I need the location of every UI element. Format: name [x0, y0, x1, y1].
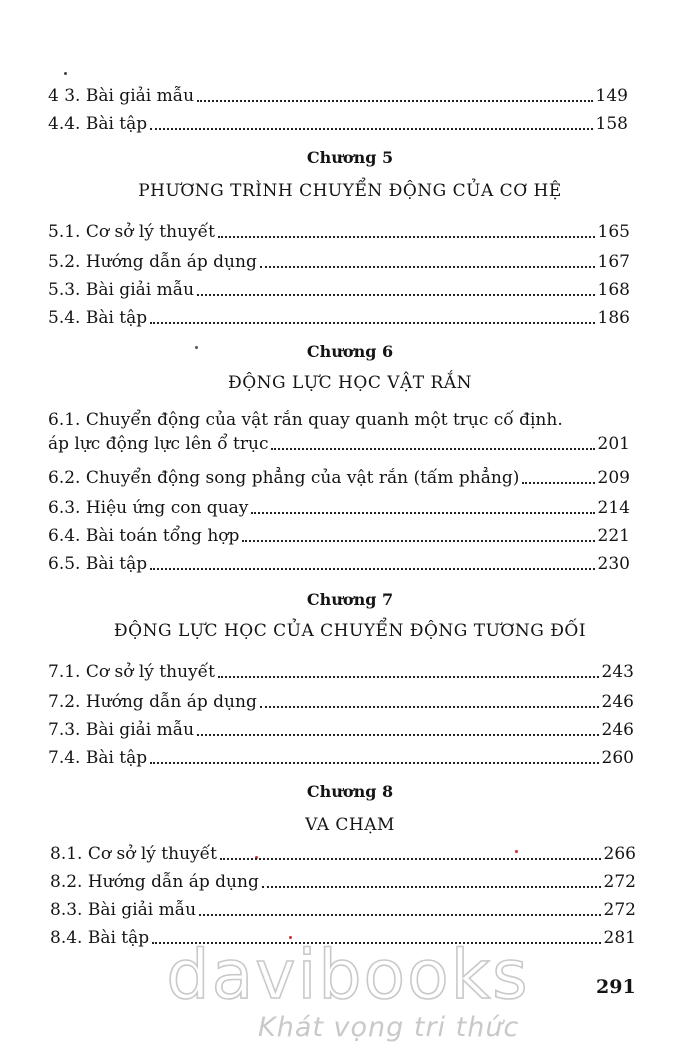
- toc-entry[interactable]: [48, 494, 630, 518]
- toc-entry[interactable]: [48, 716, 634, 740]
- toc-entry-title: 6.4. Bài toán tổng hợp: [48, 526, 240, 546]
- toc-entry[interactable]: [48, 82, 628, 106]
- toc-entry-title: 7.2. Hướng dẫn áp dụng: [48, 692, 257, 712]
- toc-entry[interactable]: [48, 658, 634, 682]
- toc-entry-page: 221: [597, 526, 630, 546]
- dot-leader: [150, 128, 592, 130]
- toc-entry-title: 4.4. Bài tập: [48, 114, 148, 134]
- dot-leader: [197, 734, 598, 736]
- toc-entry-title: 6.5. Bài tập: [48, 554, 148, 574]
- dot-leader: [262, 886, 601, 888]
- toc-entry-page: 168: [597, 280, 630, 300]
- dot-leader: [522, 482, 594, 484]
- toc-entry-title: 8.3. Bài giải mẫu: [50, 900, 197, 920]
- toc-entry[interactable]: [48, 522, 630, 546]
- toc-entry[interactable]: [48, 744, 634, 768]
- chapter-label: Chương 7: [306, 590, 394, 609]
- toc-entry-page: 201: [597, 434, 630, 454]
- dot-leader: [218, 236, 595, 238]
- toc-entry-title: 5.3. Bài giải mẫu: [48, 280, 195, 300]
- toc-entry-page: 167: [597, 252, 630, 272]
- scan-speck: [64, 72, 67, 75]
- toc-entry[interactable]: [50, 896, 636, 920]
- toc-entry-title: 6.3. Hiệu ứng con quay: [48, 498, 249, 518]
- toc-entry-continuation: [48, 434, 630, 454]
- toc-entry-title: 7.4. Bài tập: [48, 748, 148, 768]
- toc-entry[interactable]: [48, 218, 630, 242]
- toc-entry-title-line2: áp lực động lực lên ổ trục: [48, 434, 269, 454]
- chapter-title: ĐỘNG LỰC HỌC CỦA CHUYỂN ĐỘNG TƯƠNG ĐỐI: [113, 621, 587, 641]
- toc-entry-title: 8.4. Bài tập: [50, 928, 150, 948]
- dot-leader: [150, 322, 594, 324]
- toc-entry-title: 6.1. Chuyển động của vật rắn quay quanh một trục cố định.: [48, 410, 563, 430]
- chapter-title: ĐỘNG LỰC HỌC VẬT RẮN: [228, 373, 472, 393]
- toc-entry-title: 8.2. Hướng dẫn áp dụng: [50, 872, 259, 892]
- toc-entry-page: 260: [601, 748, 634, 768]
- toc-entry-page: 158: [595, 114, 628, 134]
- watermark-slogan: Khát vọng tri thức: [258, 1012, 520, 1043]
- toc-entry[interactable]: [48, 304, 630, 328]
- toc-entry[interactable]: [50, 868, 636, 892]
- chapter-label: Chương 5: [306, 148, 394, 167]
- dot-leader: [220, 858, 601, 860]
- watermark-logo-text: davibooks: [166, 936, 530, 1015]
- watermark-logo: [148, 936, 548, 1016]
- toc-entry[interactable]: [48, 110, 628, 134]
- toc-entry[interactable]: [48, 550, 630, 574]
- chapter-label: Chương 8: [306, 782, 394, 801]
- toc-entry-title: 5.2. Hướng dẫn áp dụng: [48, 252, 257, 272]
- toc-entry[interactable]: [48, 464, 630, 488]
- dot-leader: [197, 294, 594, 296]
- toc-entry[interactable]: [48, 688, 634, 712]
- dot-leader: [260, 266, 595, 268]
- toc-entry-page: 281: [603, 928, 636, 948]
- toc-entry-page: 230: [597, 554, 630, 574]
- dot-leader: [251, 512, 594, 514]
- toc-entry-title: 7.1. Cơ sở lý thuyết: [48, 662, 215, 682]
- toc-entry-page: 266: [603, 844, 636, 864]
- toc-entry[interactable]: [48, 276, 630, 300]
- toc-entry-page: 209: [597, 468, 630, 488]
- toc-entry-page: 165: [597, 222, 630, 242]
- toc-entry-title: 7.3. Bài giải mẫu: [48, 720, 195, 740]
- page-number: 291: [596, 976, 636, 998]
- toc-entry-page: 246: [601, 692, 634, 712]
- chapter-title: VA CHẠM: [305, 815, 395, 835]
- toc-entry-title: 5.4. Bài tập: [48, 308, 148, 328]
- dot-leader: [199, 914, 600, 916]
- toc-entry-page: 246: [601, 720, 634, 740]
- toc-entry[interactable]: [48, 248, 630, 272]
- toc-entry-page: 272: [603, 900, 636, 920]
- toc-entry-title: 5.1. Cơ sở lý thuyết: [48, 222, 215, 242]
- chapter-title: PHƯƠNG TRÌNH CHUYỂN ĐỘNG CỦA CƠ HỆ: [138, 181, 562, 201]
- chapter-label: Chương 6: [306, 342, 394, 361]
- dot-leader: [218, 676, 599, 678]
- toc-entry[interactable]: [48, 410, 630, 458]
- toc-entry-page: 243: [601, 662, 634, 682]
- toc-entry[interactable]: [50, 840, 636, 864]
- dot-leader: [242, 540, 594, 542]
- toc-entry-page: 272: [603, 872, 636, 892]
- toc-entry-page: 186: [597, 308, 630, 328]
- dot-leader: [150, 568, 594, 570]
- dot-leader: [197, 100, 592, 102]
- dot-leader: [260, 706, 599, 708]
- dot-leader: [271, 448, 594, 450]
- toc-entry-page: 149: [595, 86, 628, 106]
- toc-entry-title: 6.2. Chuyển động song phẳng của vật rắn (tấm phẳng): [48, 468, 520, 488]
- dot-leader: [150, 762, 598, 764]
- toc-entry-title: 4 3. Bài giải mẫu: [48, 86, 195, 106]
- toc-entry-title: 8.1. Cơ sở lý thuyết: [50, 844, 217, 864]
- toc-entry-page: 214: [597, 498, 630, 518]
